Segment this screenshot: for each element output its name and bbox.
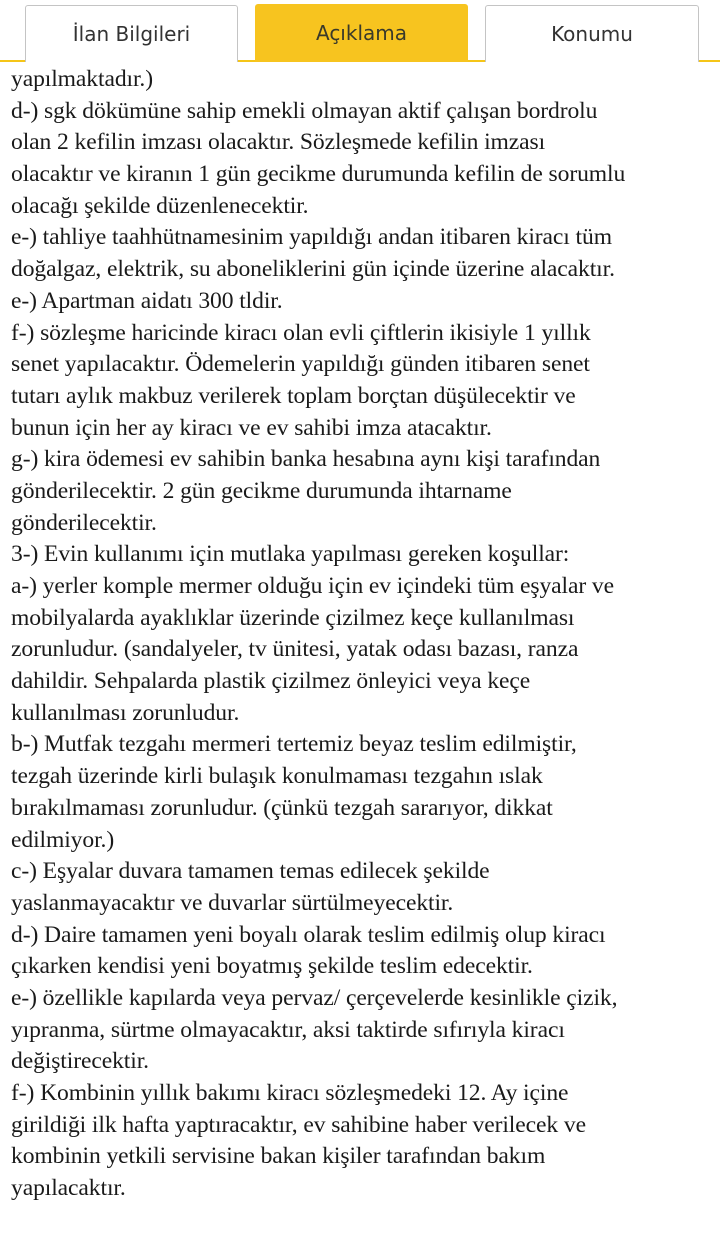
description-line: senet yapılacaktır. Ödemelerin yapıldığı günden itibaren senet (11, 351, 590, 378)
description-line: e-) özellikle kapılarda veya pervaz/ çerçevelerde kesinlikle çizik, (11, 984, 618, 1011)
description-line: f-) sözleşme haricinde kiracı olan evli çiftlerin ikisiyle 1 yıllık (11, 319, 591, 346)
description-line: g-) kira ödemesi ev sahibin banka hesabına aynı kişi tarafından (11, 446, 601, 473)
description-line: gönderilecektir. (11, 509, 157, 536)
description-line: c-) Eşyalar duvara tamamen temas edilecek şekilde (11, 858, 490, 885)
description-line: d-) sgk dökümüne sahip emekli olmayan aktif çalışan bordrolu (11, 97, 598, 124)
description-line: girildiği ilk hafta yaptıracaktır, ev sahibine haber verilecek ve (11, 1111, 586, 1138)
description-line: tezgah üzerinde kirli bulaşık konulmaması tezgahın ıslak (11, 763, 543, 790)
description-line: olacağı şekilde düzenlenecektir. (11, 192, 309, 219)
description-line: tutarı aylık makbuz verilerek toplam borçtan düşülecektir ve (11, 382, 576, 409)
tab-ilan-bilgileri[interactable]: İlan Bilgileri (25, 5, 238, 62)
description-line: a-) yerler komple mermer olduğu için ev içindeki tüm eşyalar ve (11, 573, 614, 599)
description-line: mobilyalarda ayaklıklar üzerinde çizilmez keçe kullanılması (11, 604, 575, 631)
description-line: yapılmaktadır.) (11, 66, 153, 92)
description-text (11, 64, 711, 1205)
description-line: yaslanmayacaktır ve duvarlar sürtülmeyecektir. (11, 889, 454, 916)
description-line: dahildir. Sehpalarda plastik çizilmez önleyici veya keçe (11, 668, 531, 695)
description-line: kullanılması zorunludur. (11, 699, 240, 726)
description-line: e-) Apartman aidatı 300 tldir. (11, 287, 283, 314)
description-line: e-) tahliye taahhütnamesinim yapıldığı andan itibaren kiracı tüm (11, 224, 612, 251)
description-line: olan 2 kefilin imzası olacaktır. Sözleşmede kefilin imzası (11, 129, 546, 156)
description-line: yapılacaktır. (11, 1175, 126, 1202)
tab-bar (0, 0, 720, 62)
description-line: b-) Mutfak tezgahı mermeri tertemiz beyaz teslim edilmiştir, (11, 731, 577, 758)
description-line: d-) Daire tamamen yeni boyalı olarak teslim edilmiş olup kiracı (11, 921, 606, 948)
description-line: yıpranma, sürtme olmayacaktır, aksi taktirde sıfırıyla kiracı (11, 1016, 565, 1043)
description-line: f-) Kombinin yıllık bakımı kiracı sözleşmedeki 12. Ay içine (11, 1080, 569, 1106)
description-line: zorunludur. (sandalyeler, tv ünitesi, yatak odası bazası, ranza (11, 636, 579, 663)
description-line: gönderilecektir. 2 gün gecikme durumunda ihtarname (11, 477, 512, 504)
tab-konumu[interactable]: Konumu (485, 5, 699, 62)
description-line: olacaktır ve kiranın 1 gün gecikme durumunda kefilin de sorumlu (11, 161, 626, 188)
description-line: kombinin yetkili servisine bakan kişiler tarafından bakım (11, 1143, 546, 1170)
description-line: doğalgaz, elektrik, su aboneliklerini gün içinde üzerine alacaktır. (11, 256, 615, 283)
description-line: bırakılmaması zorunludur. (çünkü tezgah sararıyor, dikkat (11, 794, 553, 821)
description-line: çıkarken kendisi yeni boyatmış şekilde teslim edecektir. (11, 953, 533, 980)
description-line: değiştirecektir. (11, 1048, 149, 1075)
tab-aciklama[interactable]: Açıklama (255, 4, 468, 62)
description-line: 3-) Evin kullanımı için mutlaka yapılması gereken koşullar: (11, 541, 570, 568)
description-line: bunun için her ay kiracı ve ev sahibi imza atacaktır. (11, 414, 492, 441)
description-line: edilmiyor.) (11, 826, 115, 853)
